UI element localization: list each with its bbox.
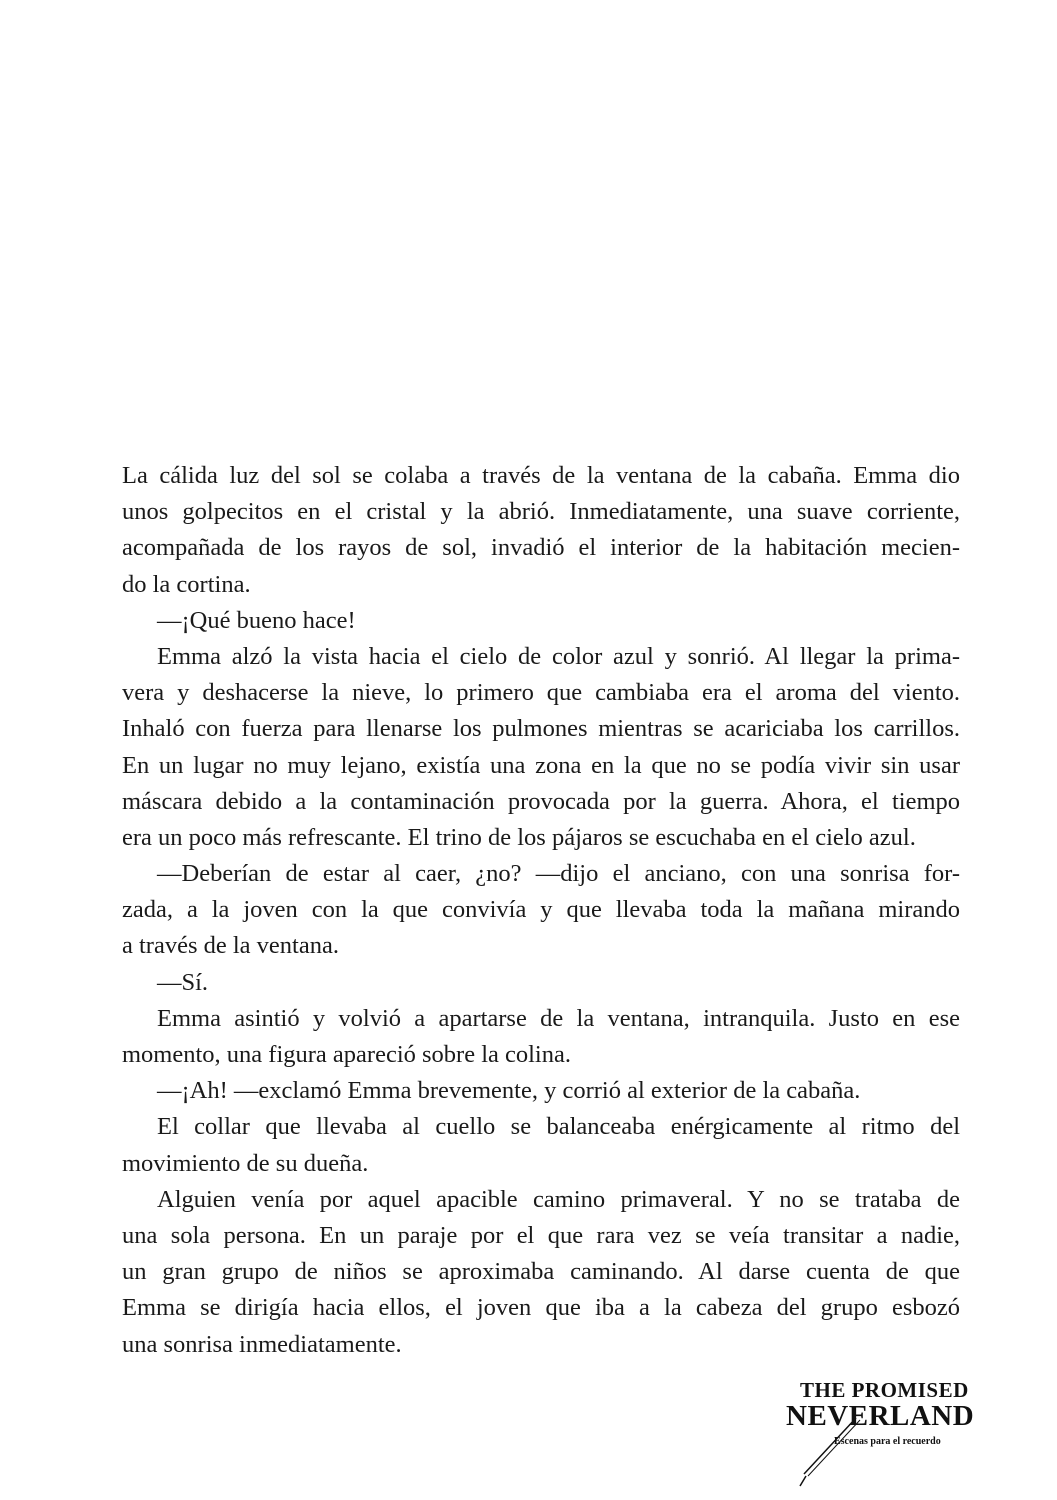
text-line: —¡Qué bueno hace! <box>157 606 356 634</box>
text-line: Emma se dirigía hacia ellos, el joven que iba a la cabeza del grupo esbozó <box>122 1294 960 1322</box>
text-line: movimiento de su dueña. <box>122 1149 369 1177</box>
text-line: a través de la ventana. <box>122 932 339 960</box>
text-line: La cálida luz del sol se colaba a través de la ventana de la cabaña. Emma dio <box>122 462 960 489</box>
text-line: momento, una figura apareció sobre la colina. <box>122 1041 571 1068</box>
body-text <box>122 458 960 1363</box>
text-line: Alguien venía por aquel apacible camino primaveral. Y no se trataba de <box>157 1185 960 1213</box>
text-line: una sola persona. En un paraje por el que rara vez se veía transitar a nadie, <box>122 1221 960 1249</box>
text-line: Emma asintió y volvió a apartarse de la ventana, intranquila. Justo en ese <box>157 1004 960 1032</box>
logo-subtitle: Escenas para el recuerdo <box>834 1436 941 1447</box>
text-line: —Deberían de estar al caer, ¿no? —dijo el anciano, con una sonrisa for- <box>157 860 960 888</box>
book-logo <box>770 1378 975 1490</box>
text-line: acompañada de los rayos de sol, invadió el interior de la habitación mecien- <box>122 534 960 562</box>
text-line: do la cortina. <box>122 570 251 598</box>
text-line: El collar que llevaba al cuello se balanceaba enérgicamente al ritmo del <box>157 1113 960 1141</box>
text-line: Inhaló con fuerza para llenarse los pulmones mientras se acariciaba los carrillos. <box>122 715 960 743</box>
text-line: —¡Ah! —exclamó Emma brevemente, y corrió al exterior de la cabaña. <box>157 1077 861 1105</box>
logo-title-top: THE PROMISED <box>800 1378 969 1402</box>
text-line: un gran grupo de niños se aproximaba caminando. Al darse cuenta de que <box>122 1258 960 1286</box>
text-line: —Sí. <box>157 968 209 996</box>
text-line: era un poco más refrescante. El trino de los pájaros se escuchaba en el cielo azul. <box>122 823 916 851</box>
logo-title-main: NEVERLAND <box>786 1400 975 1432</box>
text-line: Emma alzó la vista hacia el cielo de color azul y sonrió. Al llegar la prima- <box>157 642 960 670</box>
text-line: máscara debido a la contaminación provocada por la guerra. Ahora, el tiempo <box>122 787 960 815</box>
text-line: zada, a la joven con la que convivía y que llevaba toda la mañana mirando <box>122 896 960 924</box>
text-line: una sonrisa inmediatamente. <box>122 1330 402 1358</box>
text-line: unos golpecitos en el cristal y la abrió. Inmediatamente, una suave corriente, <box>122 498 960 526</box>
text-line: vera y deshacerse la nieve, lo primero que cambiaba era el aroma del viento. <box>122 679 960 707</box>
text-line: En un lugar no muy lejano, existía una zona en la que no se podía vivir sin usar <box>122 751 960 779</box>
